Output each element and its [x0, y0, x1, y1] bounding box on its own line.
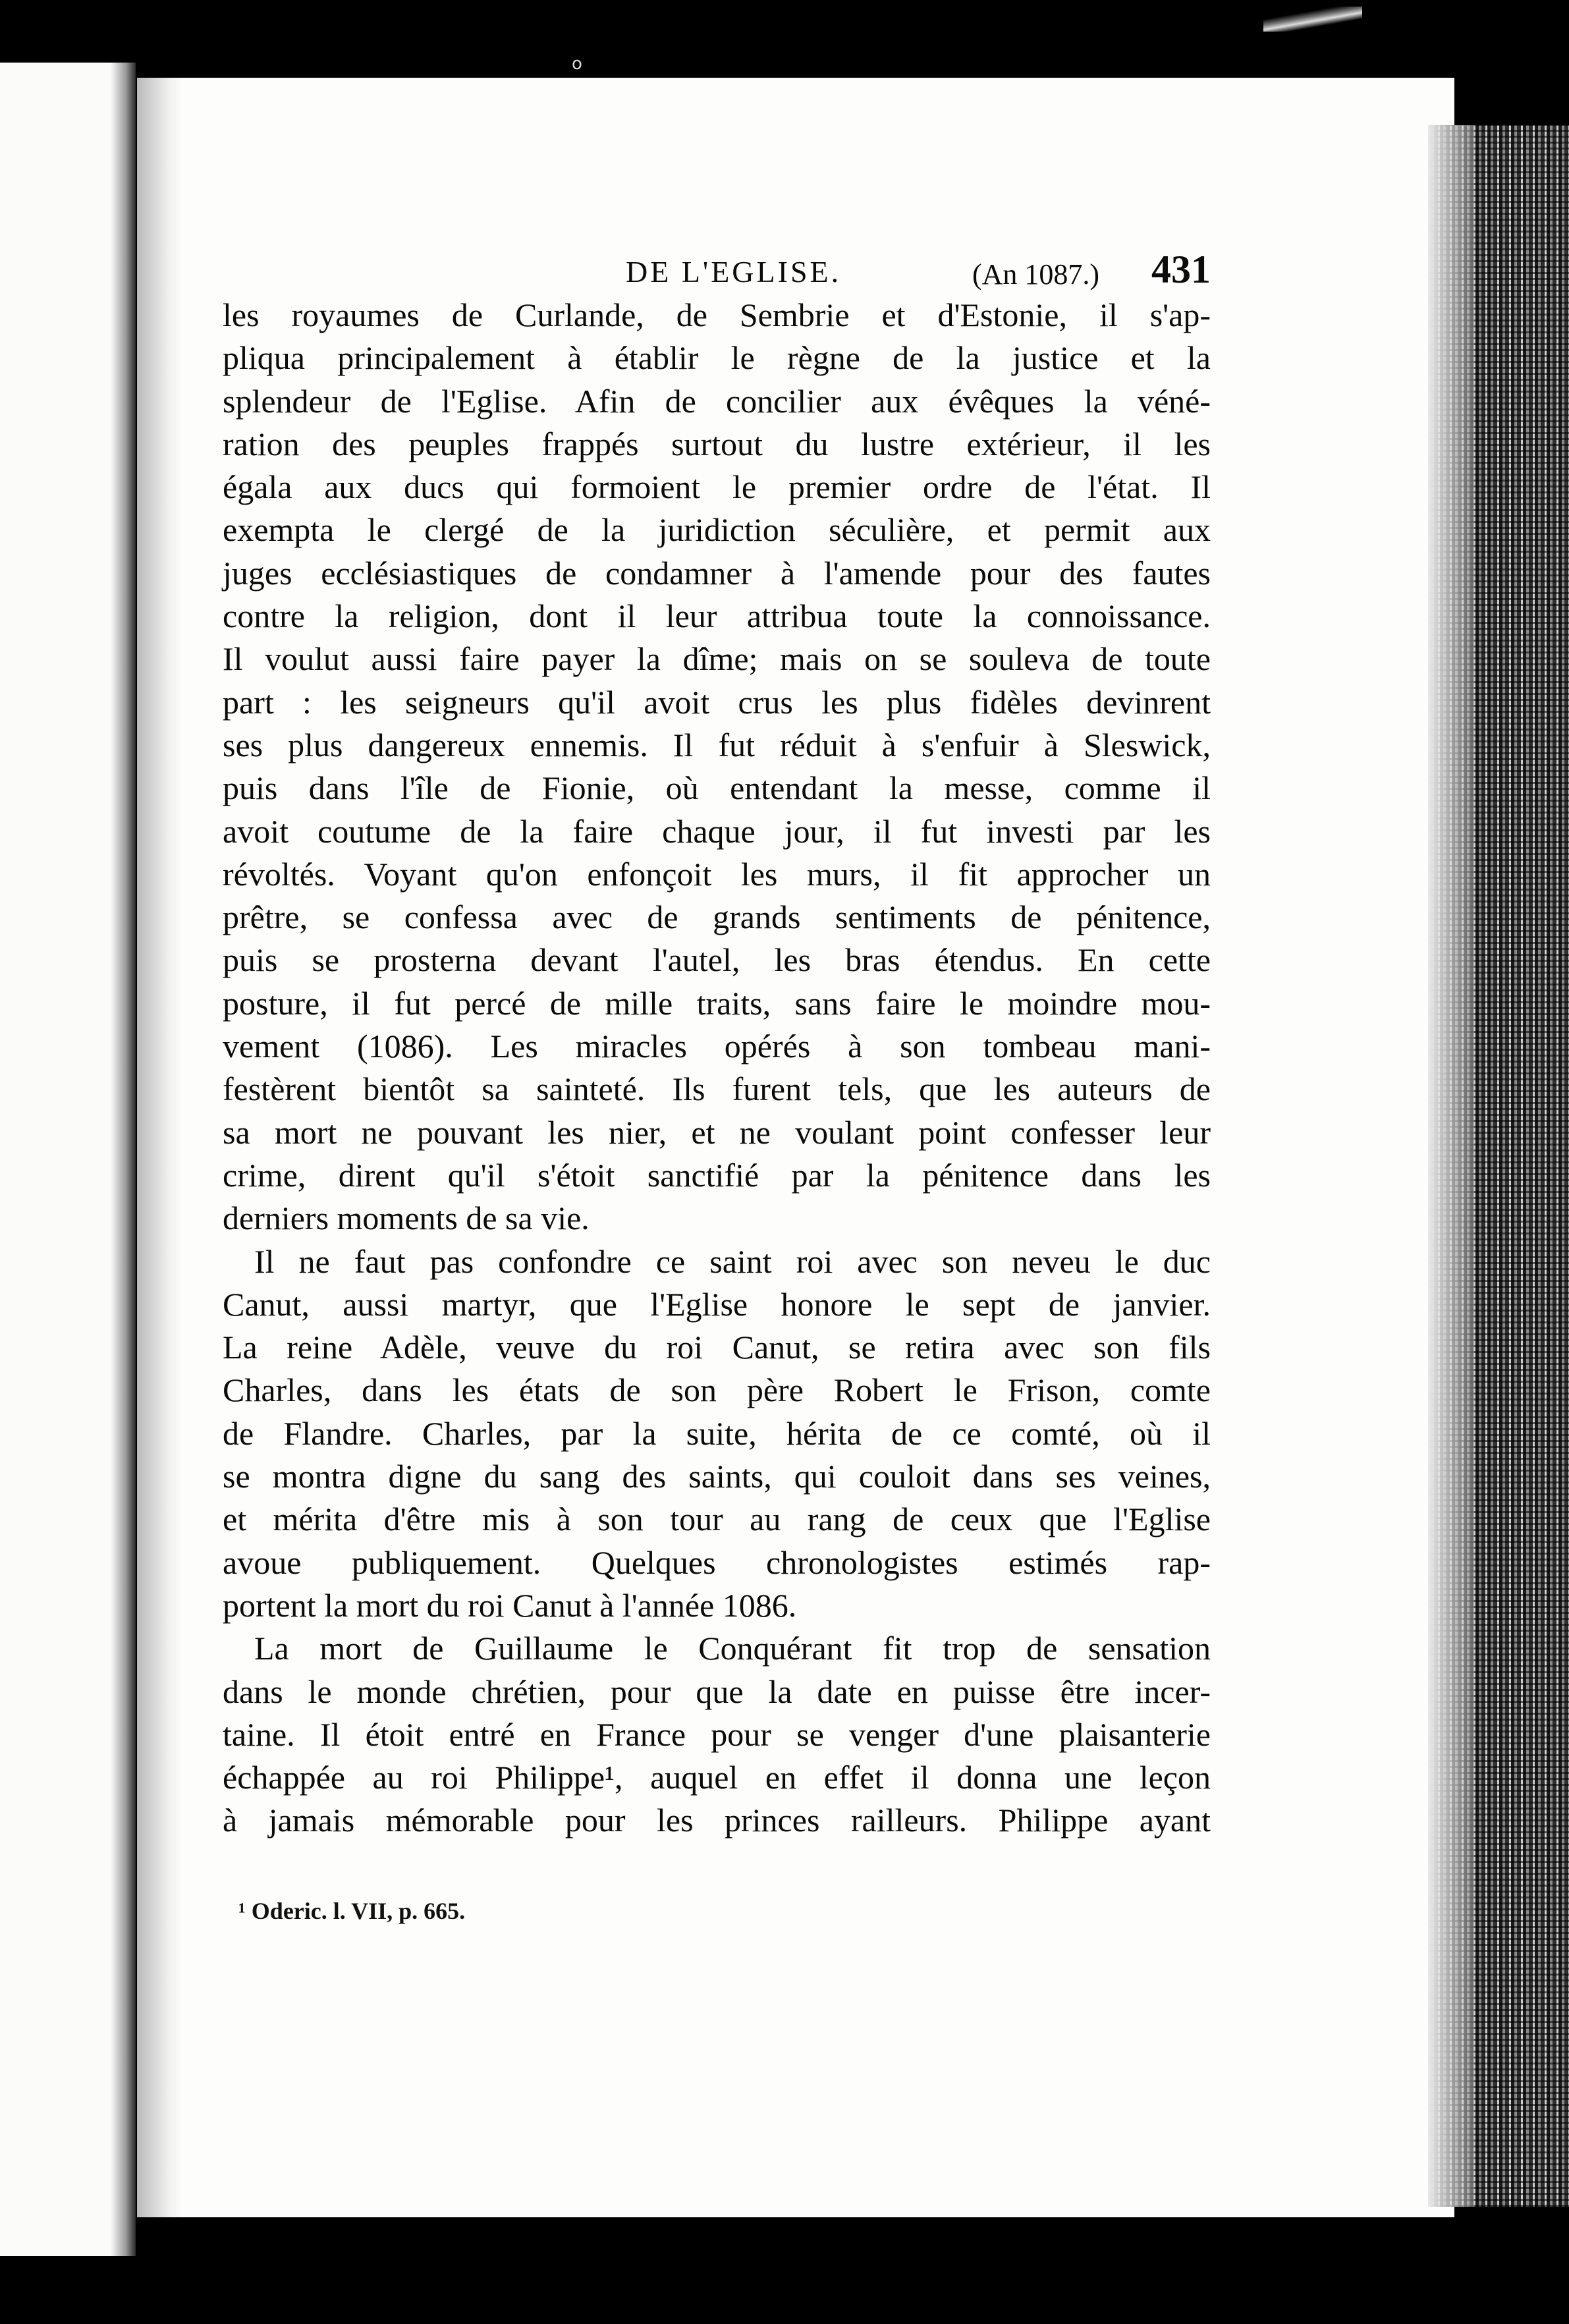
paragraph-2	[223, 1240, 1211, 1628]
text-line: posture, il fut percé de mille traits, sans faire le moindre mou-	[223, 984, 1211, 1022]
page-number: 431	[1151, 248, 1211, 291]
text-line: derniers moments de sa vie.	[223, 1200, 590, 1237]
text-line: Il ne faut pas confondre ce saint roi avec son neveu le duc	[254, 1242, 1211, 1280]
left-page-shadow	[111, 63, 136, 2256]
text-line: pliqua principalement à établir le règne de la justice et la	[223, 339, 1211, 377]
text-line: La mort de Guillaume le Conquérant fit trop de sensation	[254, 1630, 1211, 1667]
text-line: à jamais mémorable pour les princes railleurs. Philippe ayant	[223, 1802, 1211, 1839]
text-line: échappée au roi Philippe¹, auquel en effet il donna une leçon	[223, 1759, 1211, 1796]
text-line: dans le monde chrétien, pour que la date en puisse être incer-	[223, 1673, 1211, 1710]
text-line: Charles, dans les états de son père Robert le Frison, comte	[223, 1371, 1211, 1409]
text-line: portent la mort du roi Canut à l'année 1086.	[223, 1586, 797, 1624]
footnote: ¹ Oderic. l. VII, p. 665.	[238, 1898, 466, 1924]
text-line: contre la religion, dont il leur attribua toute la connoissance.	[223, 597, 1211, 635]
text-line: vement (1086). Les miracles opérés à son tombeau mani-	[223, 1028, 1211, 1065]
text-line: festèrent bientôt sa sainteté. Ils furent tels, que les auteurs de	[223, 1070, 1211, 1108]
gutter-shadow	[137, 78, 183, 2217]
text-line: et mérita d'être mis à son tour au rang de ceux que l'Eglise	[223, 1501, 1211, 1538]
text-line: de Flandre. Charles, par la suite, hérita de ce comté, où il	[223, 1414, 1211, 1452]
fore-edge-highlight	[1428, 125, 1474, 2207]
text-line: taine. Il étoit entré en France pour se venger d'une plaisanterie	[223, 1715, 1211, 1753]
text-line: prêtre, se confessa avec de grands sentiments de pénitence,	[223, 899, 1211, 936]
text-line: égala aux ducs qui formoient le premier ordre de l'état. Il	[223, 468, 1211, 506]
text-line: Canut, aussi martyr, que l'Eglise honore le sept de janvier.	[223, 1285, 1211, 1323]
text-line: se montra digne du sang des saints, qui couloit dans ses veines,	[223, 1458, 1211, 1495]
text-line: juges ecclésiastiques de condamner à l'amende pour des fautes	[223, 554, 1211, 592]
text-line: ses plus dangereux ennemis. Il fut réduit à s'enfuir à Sleswick,	[223, 726, 1211, 763]
text-line: Il voulut aussi faire payer la dîme; mais on se souleva de toute	[223, 640, 1211, 678]
paragraph-1	[223, 294, 1211, 1240]
paragraph-3	[223, 1627, 1211, 1842]
text-line: puis dans l'île de Fionie, où entendant la messe, comme il	[223, 769, 1211, 807]
text-line: ration des peuples frappés surtout du lustre extérieur, il les	[223, 425, 1211, 462]
text-line: exempta le clergé de la juridiction séculière, et permit aux	[223, 511, 1211, 549]
text-line: avoit coutume de la faire chaque jour, il fut investi par les	[223, 812, 1211, 850]
running-head: DE L'EGLISE.	[626, 255, 842, 289]
text-line: crime, dirent qu'il s'étoit sanctifié par la pénitence dans les	[223, 1156, 1211, 1194]
text-line: puis se prosterna devant l'autel, les bras étendus. En cette	[223, 941, 1211, 979]
text-line: part : les seigneurs qu'il avoit crus les plus fidèles devinrent	[223, 683, 1211, 721]
text-line: La reine Adèle, veuve du roi Canut, se retira avec son fils	[223, 1329, 1211, 1366]
text-line: sa mort ne pouvant les nier, et ne voulant point confesser leur	[223, 1113, 1211, 1151]
page-header	[223, 250, 1211, 294]
page-text-block	[223, 250, 1211, 1842]
scan-artifact	[1263, 7, 1362, 32]
text-line: révoltés. Voyant qu'on enfonçoit les murs, il fit approcher un	[223, 855, 1211, 893]
text-line: les royaumes de Curlande, de Sembrie et d'Estonie, il s'ap-	[223, 296, 1211, 333]
top-mark: o	[572, 54, 582, 74]
text-line: avoue publiquement. Quelques chronologistes estimés rap-	[223, 1543, 1211, 1581]
year-label: (An 1087.)	[972, 258, 1100, 290]
text-line: splendeur de l'Eglise. Afin de concilier aux évêques la véné-	[223, 382, 1211, 420]
